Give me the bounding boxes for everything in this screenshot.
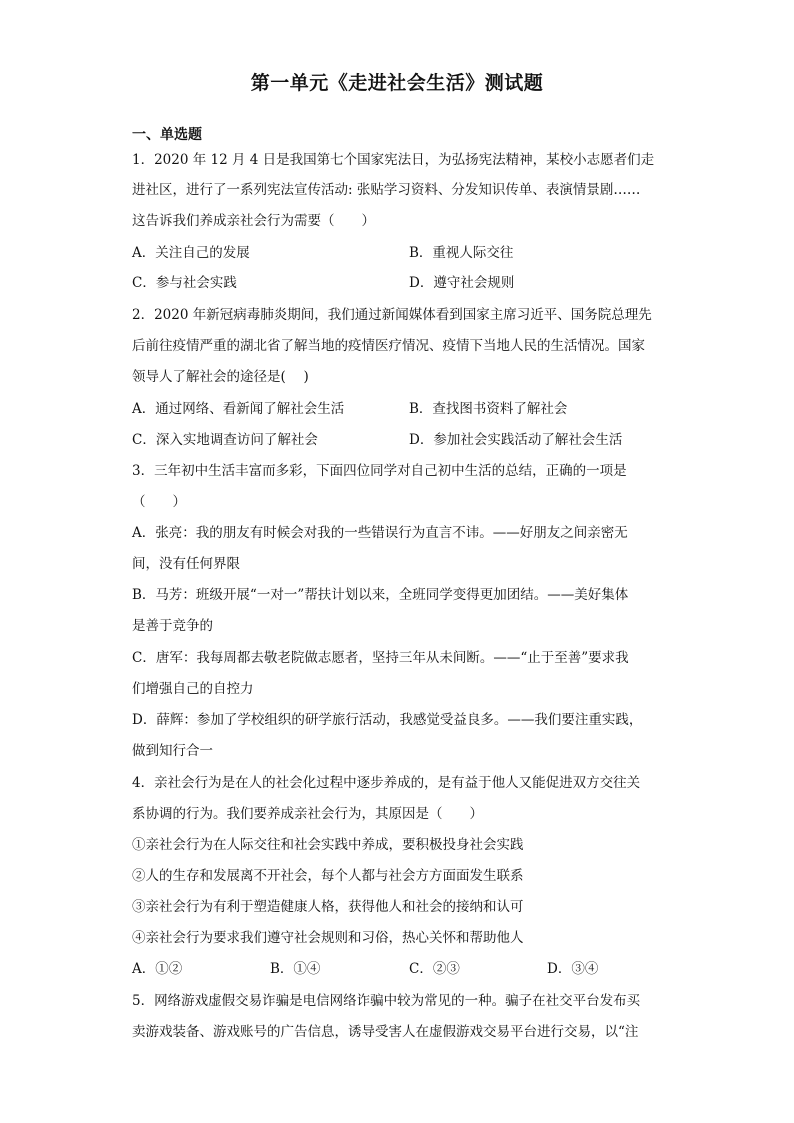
question-3-line: 间，没有任何界限 xyxy=(132,556,240,572)
question-3-line: D．薛辉：参加了学校组织的研学旅行活动，我感觉受益良多。——我们要注重实践， xyxy=(132,712,643,728)
question-4-option-a: A．①② xyxy=(132,961,183,977)
question-2-line: 2．2020 年新冠病毒肺炎期间，我们通过新闻媒体看到国家主席习近平、国务院总理先 xyxy=(132,307,652,323)
question-3-line: 们增强自己的自控力 xyxy=(132,681,254,697)
question-4-line: 系协调的行为。我们要养成亲社会行为，其原因是（ ） xyxy=(132,806,483,822)
question-2-line: 领导人了解社会的途径是( ) xyxy=(132,369,309,385)
question-2-option-b: B．查找图书资料了解社会 xyxy=(409,401,568,417)
question-1-line: 进社区，进行了一系列宪法宣传活动: 张贴学习资料、分发知识传单、表演情景剧…… xyxy=(132,182,641,198)
question-3-line: B．马芳：班级开展“一对一”帮扶计划以来，全班同学变得更加团结。——美好集体 xyxy=(132,587,629,603)
question-4-option-d: D．③④ xyxy=(547,961,599,977)
section-heading: 一、单选题 xyxy=(132,127,202,143)
question-1-option-c: C．参与社会实践 xyxy=(132,275,237,291)
question-1-option-b: B．重视人际交往 xyxy=(409,245,514,261)
page-title: 第一单元《走进社会生活》测试题 xyxy=(250,72,544,94)
question-2-option-d: D．参加社会实践活动了解社会生活 xyxy=(409,432,623,448)
question-3-line: 3．三年初中生活丰富而多彩，下面四位同学对自己初中生活的总结，正确的一项是 xyxy=(132,463,627,479)
question-3-line: 做到知行合一 xyxy=(132,743,213,759)
question-3-line: （ ） xyxy=(132,494,186,510)
question-4-line: 4．亲社会行为是在人的社会化过程中逐步养成的，是有益于他人又能促进双方交往关 xyxy=(132,775,641,791)
question-2-option-a: A．通过网络、看新闻了解社会生活 xyxy=(132,401,345,417)
question-3-line: A．张亮：我的朋友有时候会对我的一些错误行为直言不讳。——好朋友之间亲密无 xyxy=(132,525,628,541)
question-1-line: 这告诉我们养成亲社会行为需要（ ） xyxy=(132,213,375,229)
question-5-line: 卖游戏装备、游戏账号的广告信息，诱导受害人在虚假游戏交易平台进行交易，以“注 xyxy=(132,1024,639,1040)
question-5-line: 5．网络游戏虚假交易诈骗是电信网络诈骗中较为常见的一种。骗子在社交平台发布买 xyxy=(132,993,641,1009)
question-4-line: ②人的生存和发展离不开社会，每个人都与社会方方面面发生联系 xyxy=(132,868,524,884)
question-4-line: ④亲社会行为要求我们遵守社会规则和习俗，热心关怀和帮助他人 xyxy=(132,930,524,946)
question-4-option-b: B．①④ xyxy=(270,961,321,977)
question-1-line: 1．2020 年 12 月 4 日是我国第七个国家宪法日，为弘扬宪法精神，某校小志愿者们走 xyxy=(132,152,655,168)
question-2-line: 后前往疫情严重的湖北省了解当地的疫情医疗情况、疫情下当地人民的生活情况。国家 xyxy=(132,338,645,354)
question-1-option-d: D．遵守社会规则 xyxy=(409,275,515,291)
question-3-line: 是善于竞争的 xyxy=(132,618,213,634)
question-1-option-a: A．关注自己的发展 xyxy=(132,245,250,261)
question-4-line: ①亲社会行为在人际交往和社会实践中养成，要积极投身社会实践 xyxy=(132,837,524,853)
question-2-option-c: C．深入实地调查访问了解社会 xyxy=(132,432,318,448)
question-4-line: ③亲社会行为有利于塑造健康人格，获得他人和社会的接纳和认可 xyxy=(132,899,524,915)
question-3-line: C．唐军：我每周都去敬老院做志愿者，坚持三年从未间断。——“止于至善”要求我 xyxy=(132,650,629,666)
question-4-option-c: C．②③ xyxy=(409,961,460,977)
